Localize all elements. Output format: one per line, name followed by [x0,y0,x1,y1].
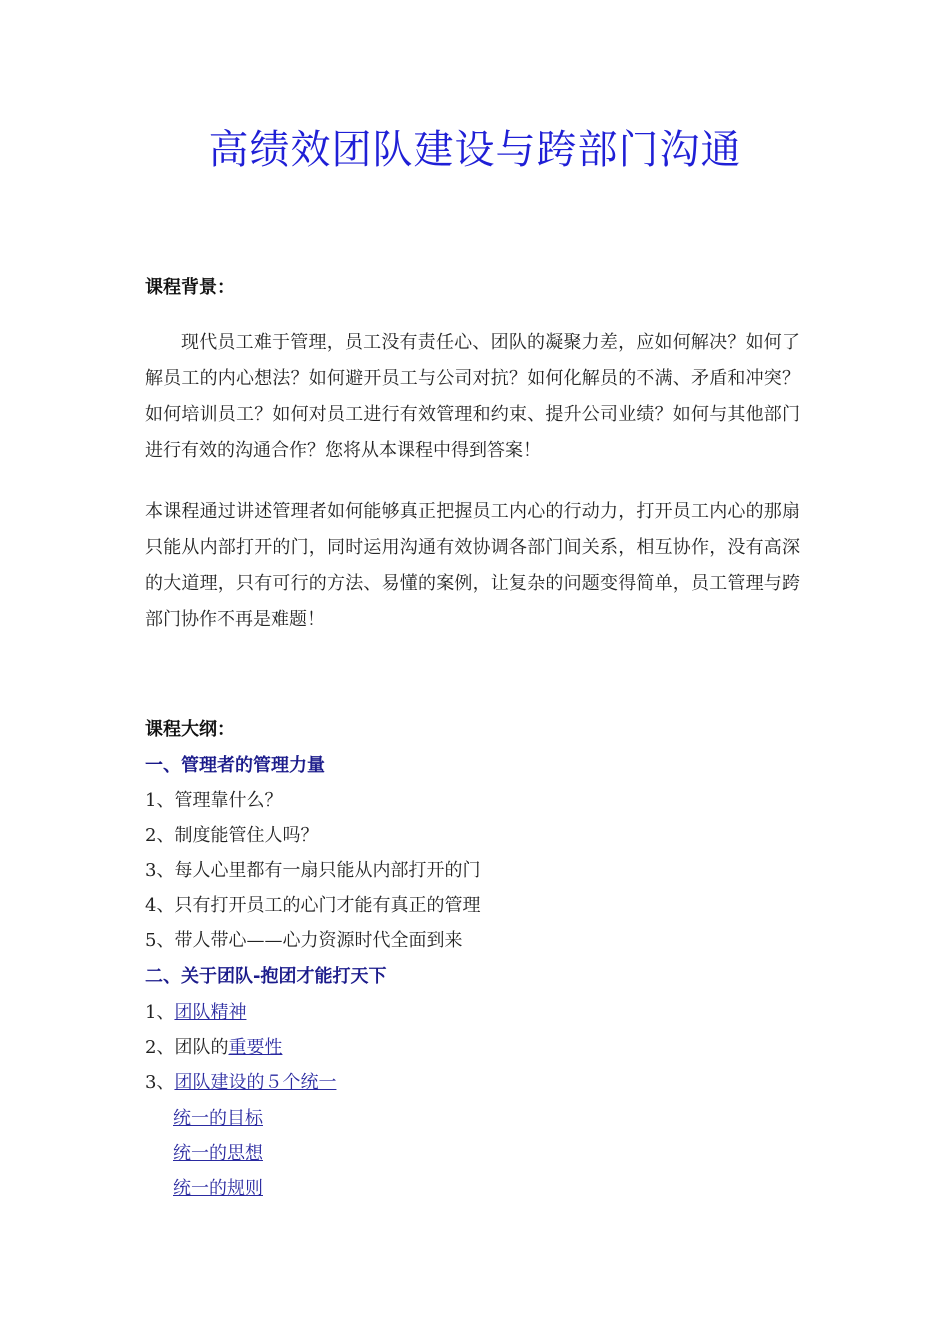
section-1-item: 4、只有打开员工的心门才能有真正的管理 [145,895,481,916]
item-prefix: 3、 [145,1072,175,1093]
section-1-item: 5、带人带心——心力资源时代全面到来 [145,930,463,951]
section-1-item: 1、管理靠什么？ [145,790,283,811]
background-paragraph-2: 本课程通过讲述管理者如何能够真正把握员工内心的行动力，打开员工内心的那扇只能从内部打开的门，同时运用沟通有效协调各部门间关系，相互协作，没有高深的大道理，只有可行的方法、易懂的案例，让复杂的问题变得简单，员工管理与跨部门协作不再是难题！ [145,501,800,630]
section-1-item: 2、制度能管住人吗？ [145,825,319,846]
section-2-title: 二、关于团队-抱团才能打天下 [145,966,387,987]
section-2-item-3 [145,1071,336,1095]
importance-link[interactable]: 重要性 [228,1037,283,1058]
document-title: 高绩效团队建设与跨部门沟通 [208,127,742,173]
outline-heading: 课程大纲： [145,719,235,740]
background-heading: 课程背景： [145,277,235,298]
unified-rules-link[interactable]: 统一的规则 [173,1178,263,1199]
section-2-item-2 [145,1036,282,1060]
unified-thought-link[interactable]: 统一的思想 [173,1143,263,1164]
section-1-item: 3、每人心里都有一扇只能从内部打开的门 [145,860,481,881]
item-prefix: 2、团队的 [145,1037,229,1058]
team-spirit-link[interactable]: 团队精神 [174,1002,247,1023]
section-1-title: 一、管理者的管理力量 [145,755,325,776]
item-prefix: 1、 [145,1002,175,1023]
section-2-item-1 [145,1001,246,1025]
unified-goal-link[interactable]: 统一的目标 [173,1108,263,1129]
background-paragraph-1: 现代员工难于管理，员工没有责任心、团队的凝聚力差，应如何解决？如何了解员工的内心想法？如何避开员工与公司对抗？如何化解员的不满、矛盾和冲突？如何培训员工？如何对员工进行有效管理和约束、提升公司业绩？如何与其他部门进行有效的沟通合作？您将从本课程中得到答案！ [145,332,800,461]
team-building-link[interactable]: 团队建设的５个统一 [174,1072,337,1093]
